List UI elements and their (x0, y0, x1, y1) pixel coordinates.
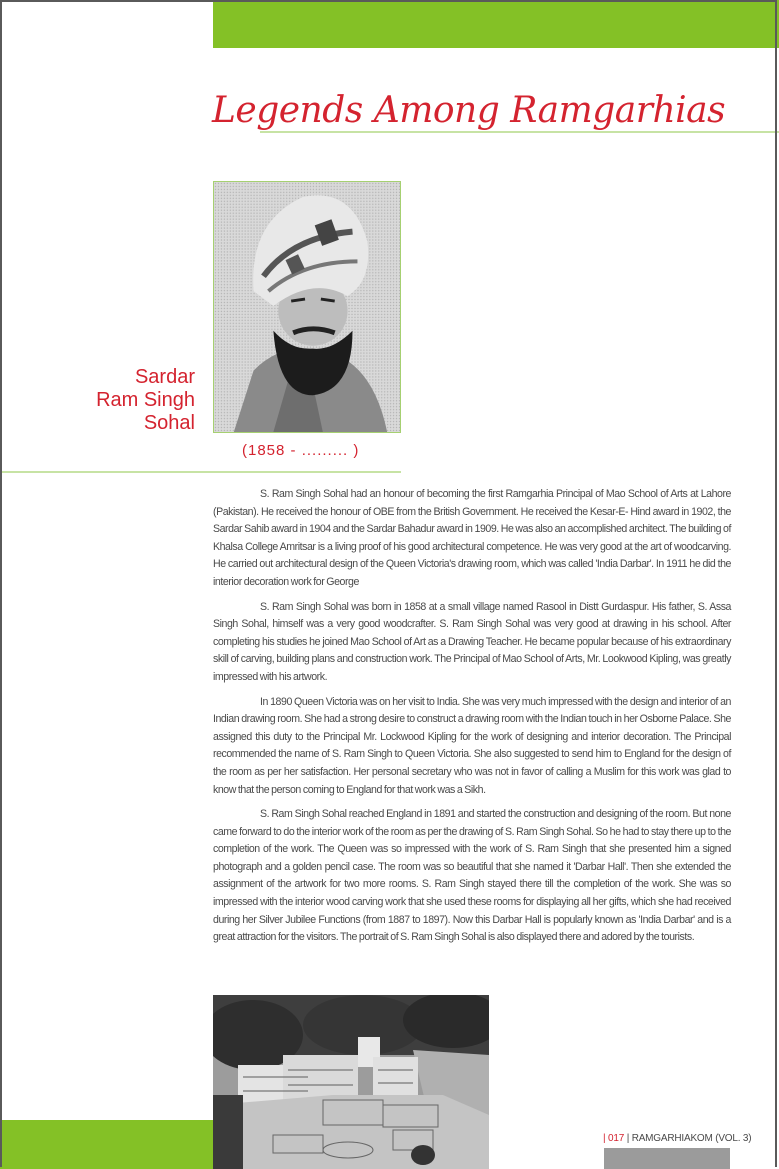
article-paragraph: S. Ram Singh Sohal had an honour of becoming the first Ramgarhia Principal of Mao School of Arts at Lahore (Pakistan). He received the honour of OBE from the British Government. He received the Kesar-E- Hind award in 1902, the Sardar Sahib award in 1904 and the Sardar Bahadur award in 1909. He was also an accomplished architect. The building of Khalsa College Amritsar is a living proof of his good architectural competence. He was very good at the art of woodcarving. He carried out architectural design of the Queen Victoria's drawing room, which was called 'India Darbar'. In 1911 he did the interior decoration work for George (213, 488, 731, 588)
title-underline (260, 131, 779, 133)
page-footer (603, 1133, 751, 1144)
subject-name (30, 366, 195, 435)
osborne-palace-photo (213, 995, 489, 1169)
portrait-photo (213, 181, 401, 433)
footer-bar (604, 1148, 730, 1169)
subject-name-line: Sohal (143, 412, 195, 434)
portrait-illustration (214, 182, 400, 432)
footer-separator: | (603, 1133, 606, 1144)
article-paragraph: S. Ram Singh Sohal reached England in 1891 and started the construction and designing of the room. But none came forward to do the interior work of the room as per the drawing of S. Ram Singh Sohal. So he had to stay there up to the completion of the work. The Queen was so impressed with the work of S. Ram Singh that she presented him a signed photograph and a golden pencil case. The room was so beautiful that she named it 'Darbar Hall'. Then she extended the assignment of the artwork for two more rooms. S. Ram Singh stayed there till the completion of the work. She was so impressed with the interior wood carving work that she used these rooms for displaying all her gifts, which she had received during her Silver Jubilee Functions (from 1887 to 1897). Now this Darbar Hall is popularly known as 'India Darbar' and is a great attraction for the visitors. The portrait of S. Ram Singh Sohal is also displayed there and adored by the tourists. (213, 808, 731, 944)
palace-illustration (213, 995, 489, 1169)
page-title: Legends Among Ramgarhias (212, 90, 726, 131)
article-body (213, 486, 731, 954)
subject-name-line: Sardar (134, 366, 195, 388)
subject-name-line: Ram Singh (96, 389, 195, 411)
top-accent-band (213, 0, 779, 48)
article-paragraph: S. Ram Singh Sohal was born in 1858 at a small village named Rasool in Distt Gurdaspur. His father, S. Assa Singh Sohal, himself was a very good woodcrafter. S. Ram Singh Sohal was very good at drawing in his school. After completing his studies he joined Mao School of Art as a Drawing Teacher. He became popular because of his extraordinary skill of carving, building plans and construction work. The Principal of Mao School of Arts, Mr. Lookwood Kipling, was greatly impressed with his artwork. (213, 600, 731, 683)
footer-separator: | (626, 1133, 630, 1144)
lifespan-dates: (1858 - ......... ) (242, 442, 360, 459)
page-number: 017 (608, 1133, 625, 1144)
bottom-accent-band (0, 1120, 213, 1169)
article-paragraph: In 1890 Queen Victoria was on her visit to India. She was very much impressed with the design and interior of an Indian drawing room. She had a strong desire to construct a drawing room with the Indian touch in her Osborne Palace. She assigned this duty to the Principal Mr. Lockwood Kipling for the work of designing and interior decoration. The Principal recommended the name of S. Ram Singh to Queen Victoria. She also suggested to send him to England for the design of the room as per her satisfaction. Her personal secretary who was not in favor of calling a Muslim for this work was glad to know that the person coming to England for that work was a Sikh. (213, 695, 731, 796)
section-divider (0, 471, 401, 473)
publication-name: RAMGARHIAKOM (VOL. 3) (631, 1133, 752, 1144)
